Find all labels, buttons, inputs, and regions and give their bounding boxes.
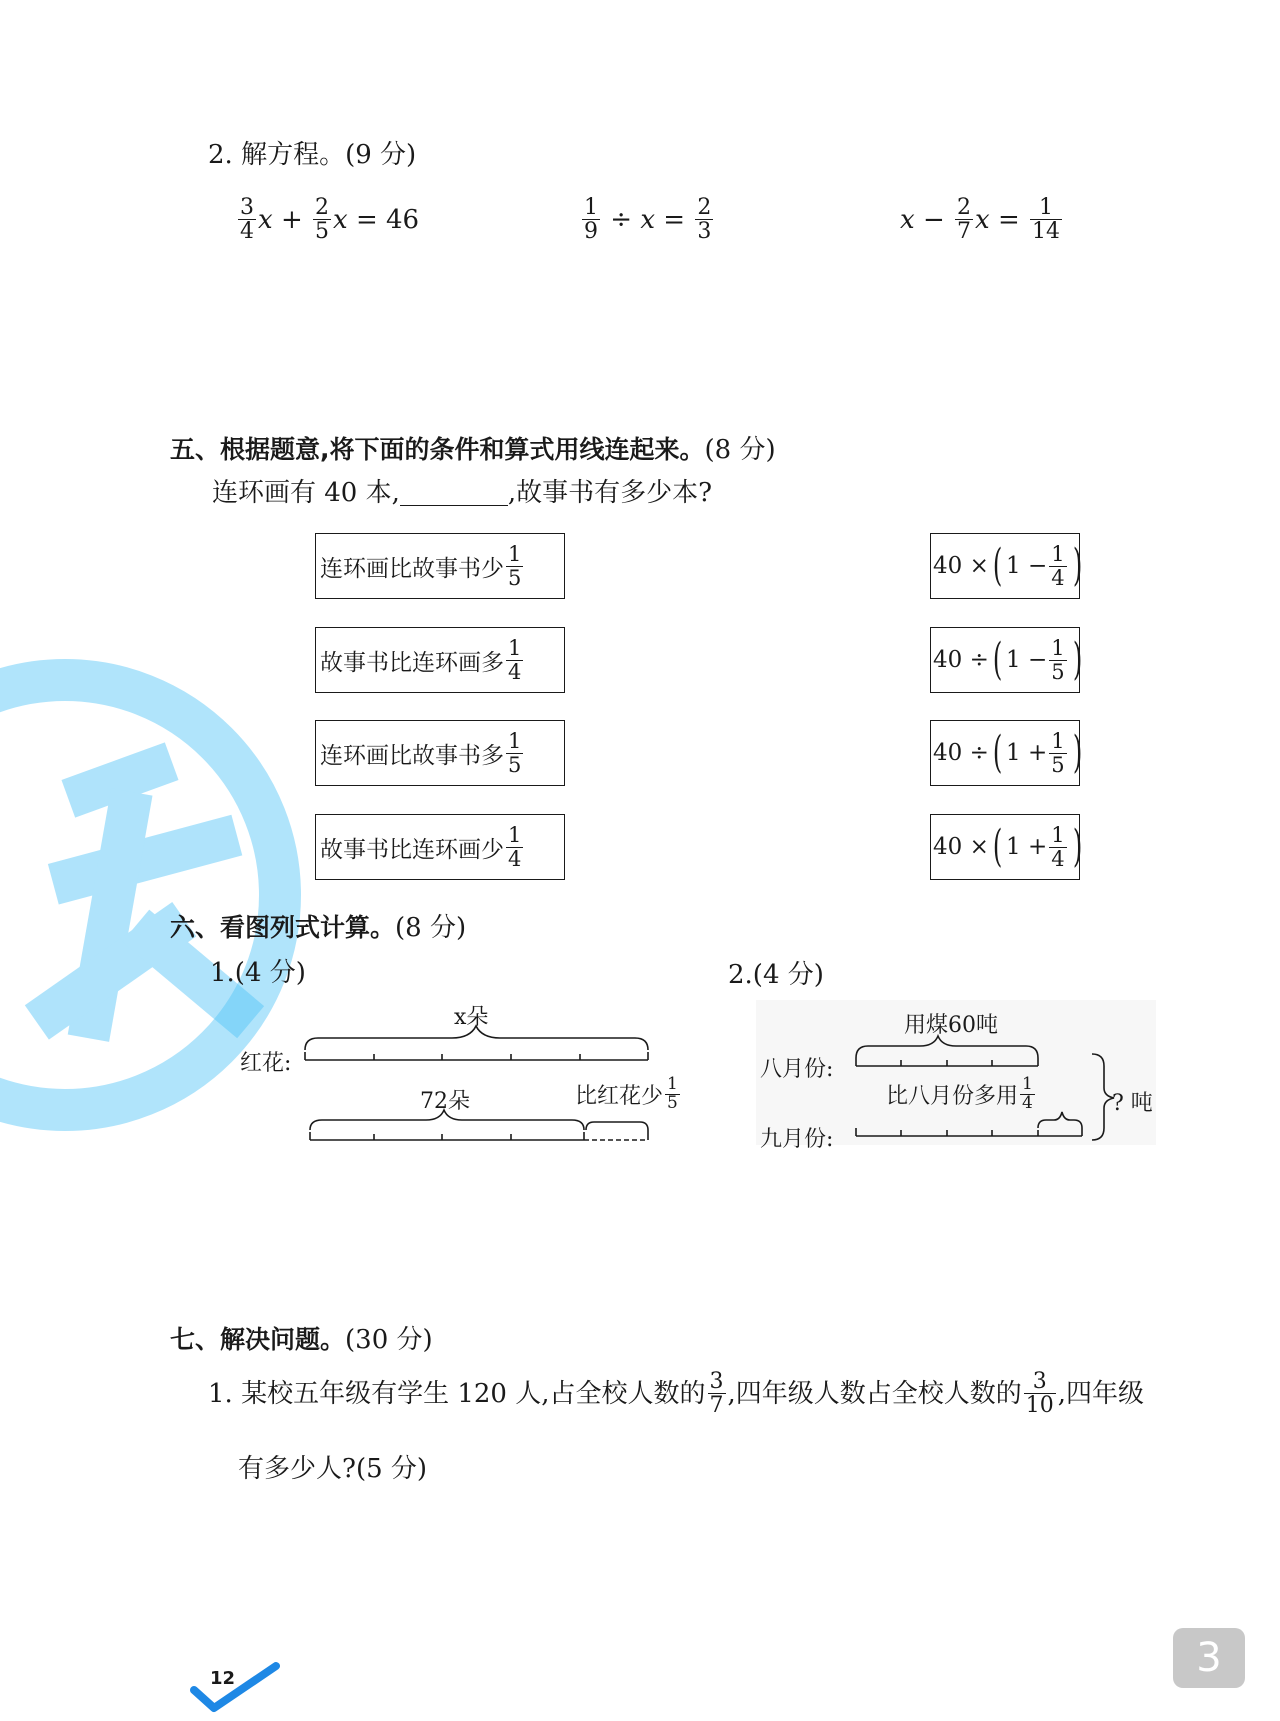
sec5-heading xyxy=(170,430,776,466)
d1-red-label: 红花: xyxy=(240,1051,292,1076)
frac-num: 2 xyxy=(957,195,971,220)
frac-num: 1 xyxy=(1051,636,1065,661)
frac-den: 10 xyxy=(1025,1393,1054,1419)
more-text: 比八月份多用 xyxy=(886,1083,1019,1109)
sec6-title: 六、看图列式计算。 xyxy=(170,913,396,942)
frac-num: 1 xyxy=(1022,1074,1033,1094)
formula-pre: 40 ÷ xyxy=(933,740,989,766)
sec6-heading xyxy=(170,908,466,944)
frac-den: 3 xyxy=(697,219,712,245)
frac-den: 4 xyxy=(1051,565,1065,590)
condition-box[interactable] xyxy=(315,533,565,599)
sec5-title: 五、根据题意,将下面的条件和算式用线连起来。 xyxy=(170,435,705,464)
d1-less-label xyxy=(575,1076,682,1113)
frac-den: 4 xyxy=(1051,846,1065,871)
condition-text: 连环画比故事书多 xyxy=(320,742,504,769)
frac-den: 5 xyxy=(1051,752,1065,777)
d2-sep-label: 九月份: xyxy=(760,1127,834,1152)
prompt-pre: 连环画有 40 本, xyxy=(212,478,400,508)
formula-box[interactable] xyxy=(930,814,1080,880)
frac-den: 5 xyxy=(508,752,522,777)
sec6-part2-label: 2.(4 分) xyxy=(728,960,824,990)
left-paren: ( xyxy=(992,727,1003,778)
condition-box[interactable] xyxy=(315,627,565,693)
d2-more-label xyxy=(886,1076,1037,1113)
frac-num: 1 xyxy=(1051,542,1065,567)
var-x: x xyxy=(333,204,348,235)
right-paren: ) xyxy=(1072,727,1082,778)
formula-pre: 40 × xyxy=(933,834,989,860)
condition-box[interactable] xyxy=(315,814,565,880)
q2-title: 2. 解方程。(9 分) xyxy=(208,140,417,170)
equation-2 xyxy=(580,196,715,243)
frac-num: 2 xyxy=(315,195,329,220)
page-number: 12 xyxy=(210,1668,236,1689)
sec6-points: (8 分) xyxy=(395,913,467,943)
diagram-2 xyxy=(756,1000,1156,1152)
frac-num: 1 xyxy=(508,823,522,848)
frac-num: 1 xyxy=(1039,195,1053,220)
left-paren: ( xyxy=(992,634,1003,685)
sec7-heading xyxy=(170,1320,433,1356)
frac-den: 4 xyxy=(240,219,254,245)
right-paren: ) xyxy=(1072,540,1082,591)
frac-den: 4 xyxy=(508,846,522,871)
d1-top-label: x朵 xyxy=(454,1005,489,1030)
var-x: x xyxy=(975,204,990,235)
var-x: x xyxy=(640,204,655,235)
frac-den: 7 xyxy=(709,1393,724,1419)
page-badge[interactable]: 3 xyxy=(1173,1628,1245,1688)
condition-text: 故事书比连环画少 xyxy=(320,836,504,863)
frac-den: 5 xyxy=(667,1092,678,1113)
formula-inner: 1 + xyxy=(1006,834,1048,860)
sec7-q1-line1 xyxy=(208,1370,1144,1417)
rhs: = 46 xyxy=(355,204,420,235)
formula-box[interactable] xyxy=(930,720,1080,786)
frac-num: 1 xyxy=(508,542,522,567)
answer-blank[interactable] xyxy=(400,481,508,506)
formula-pre: 40 × xyxy=(933,553,989,579)
frac-num: 1 xyxy=(508,729,522,754)
condition-text: 故事书比连环画多 xyxy=(320,649,504,676)
frac-num: 1 xyxy=(508,636,522,661)
d2-question-label: ? 吨 xyxy=(1112,1091,1153,1116)
d1-mid-label: 72朵 xyxy=(420,1089,470,1114)
op-minus: − xyxy=(922,204,945,235)
sec7-q1-line2: 有多少人?(5 分) xyxy=(238,1454,428,1484)
sec7-points: (30 分) xyxy=(345,1325,433,1355)
op-divide: ÷ xyxy=(610,204,633,235)
q1-part3: ,四年级 xyxy=(1057,1378,1145,1409)
frac-num: 3 xyxy=(1032,1369,1047,1394)
page-number-mark xyxy=(190,1660,280,1716)
equation-1 xyxy=(236,196,419,243)
frac-den: 5 xyxy=(508,565,522,590)
diagram-1 xyxy=(230,1000,710,1150)
frac-den: 5 xyxy=(1051,659,1065,684)
left-paren: ( xyxy=(992,821,1003,872)
q1-part1: 1. 某校五年级有学生 120 人,占全校人数的 xyxy=(208,1378,706,1409)
frac-den: 7 xyxy=(957,219,971,245)
formula-inner: 1 − xyxy=(1006,647,1048,673)
var-x: x xyxy=(258,204,273,235)
sec7-title: 七、解决问题。 xyxy=(170,1325,346,1354)
formula-pre: 40 ÷ xyxy=(933,647,989,673)
sec5-points: (8 分) xyxy=(704,435,776,465)
less-text: 比红花少 xyxy=(575,1083,664,1109)
frac-num: 1 xyxy=(584,195,598,220)
sec5-prompt xyxy=(212,480,712,506)
q1-part2: ,四年级人数占全校人数的 xyxy=(727,1378,1022,1409)
frac-num: 1 xyxy=(667,1074,678,1094)
right-paren: ) xyxy=(1072,634,1082,685)
right-paren: ) xyxy=(1072,821,1082,872)
formula-box[interactable] xyxy=(930,533,1080,599)
frac-num: 1 xyxy=(1051,729,1065,754)
frac-num: 3 xyxy=(240,195,254,220)
frac-den: 9 xyxy=(584,219,598,245)
var-x: x xyxy=(900,204,915,235)
op-equals: = xyxy=(997,204,1020,235)
frac-num: 3 xyxy=(709,1369,724,1394)
d2-coal-label: 用煤60吨 xyxy=(904,1013,998,1038)
left-paren: ( xyxy=(992,540,1003,591)
frac-den: 4 xyxy=(508,659,522,684)
frac-den: 5 xyxy=(315,219,329,245)
frac-num: 2 xyxy=(697,195,712,220)
condition-text: 连环画比故事书少 xyxy=(320,555,504,582)
prompt-post: ,故事书有多少本? xyxy=(507,478,713,508)
d2-aug-label: 八月份: xyxy=(760,1057,834,1082)
frac-den: 4 xyxy=(1022,1092,1033,1113)
frac-num: 1 xyxy=(1051,823,1065,848)
formula-inner: 1 − xyxy=(1006,553,1048,579)
condition-box[interactable] xyxy=(315,720,565,786)
sec6-part1-label: 1.(4 分) xyxy=(210,958,306,988)
op-equals: = xyxy=(663,204,686,235)
formula-inner: 1 + xyxy=(1006,740,1048,766)
frac-den: 14 xyxy=(1032,219,1060,245)
equation-3 xyxy=(900,196,1064,243)
formula-box[interactable] xyxy=(930,627,1080,693)
op-plus: + xyxy=(280,204,303,235)
